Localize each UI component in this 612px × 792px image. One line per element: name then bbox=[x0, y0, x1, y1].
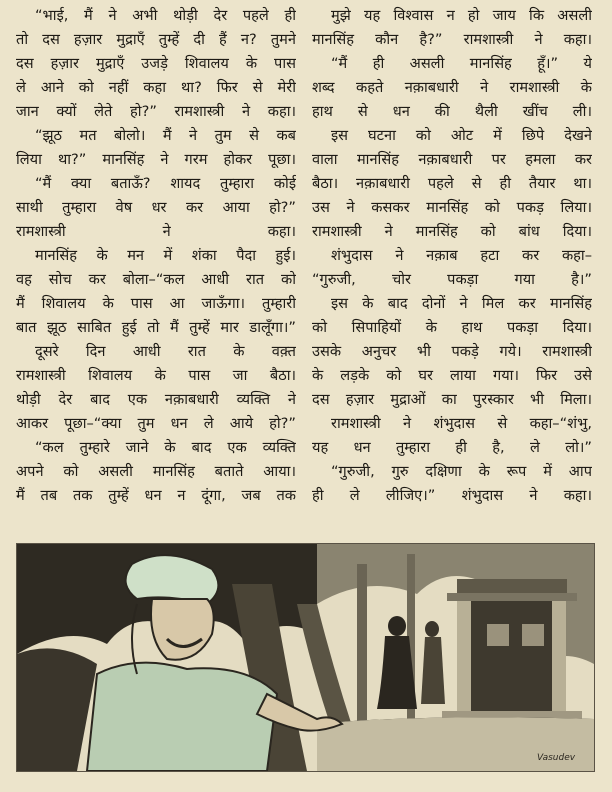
paragraph bbox=[312, 4, 592, 52]
text-line: तो दस हज़ार मुद्राएँ तुम्हें दी हैं न? तुमने bbox=[16, 31, 296, 48]
text-line: आकर पूछा–“क्या तुम धन ले आये हो?” bbox=[16, 415, 296, 432]
right-column bbox=[312, 4, 592, 508]
story-illustration bbox=[16, 543, 595, 772]
left-column bbox=[16, 4, 296, 508]
text-line: मैं तब तक तुम्हें धन न दूंगा, जब तक bbox=[16, 487, 296, 504]
illustration-drawing bbox=[17, 544, 594, 771]
text-line: रामशास्त्री शिवालय के पास जा बैठा। bbox=[16, 367, 296, 384]
paragraph bbox=[16, 172, 296, 244]
text-line: यह धन तुम्हारा ही है, ले लो।” bbox=[312, 439, 592, 456]
text-line: दस हज़ार मुद्राएँ उजड़े शिवालय के पास bbox=[16, 55, 296, 72]
text-line: “भाई, मैं ने अभी थोड़ी देर पहले ही bbox=[34, 7, 296, 24]
text-line: वाला मानसिंह नक़ाबधारी पर हमला कर bbox=[312, 151, 592, 168]
text-line: हाथ से धन की थैली खींच ली। bbox=[312, 103, 592, 120]
text-line: रामशास्त्री ने कहा। bbox=[16, 223, 296, 240]
text-line: वह सोच कर बोला–“कल आधी रात को bbox=[16, 271, 296, 288]
text-line: उस ने कसकर मानसिंह को पकड़ लिया। bbox=[312, 199, 592, 216]
text-line: ले आने को नहीं कहा था? फिर से मेरी bbox=[16, 79, 296, 96]
text-line: रामशास्त्री ने शंभुदास से कहा–“शंभु, bbox=[330, 415, 592, 432]
temple-drawing bbox=[442, 579, 582, 723]
paragraph bbox=[312, 292, 592, 412]
paragraph bbox=[312, 124, 592, 244]
text-line: मैं शिवालय के पास आ जाऊँगा। तुम्हारी bbox=[16, 295, 296, 312]
text-line: “झूठ मत बोलो। मैं ने तुम से कब bbox=[34, 127, 296, 144]
text-line: लिया था?” मानसिंह ने गरम होकर पूछा। bbox=[16, 151, 296, 168]
text-line: साथी तुम्हारा वेष धर कर आया हो?” bbox=[16, 199, 296, 216]
text-line: दूसरे दिन आधी रात के वक़्त bbox=[34, 343, 296, 360]
text-line: इस घटना को ओट में छिपे देखने bbox=[330, 127, 592, 144]
text-line: “गुरुजी, चोर पकड़ा गया है।” bbox=[312, 271, 592, 288]
paragraph bbox=[312, 52, 592, 124]
text-line: “गुरुजी, गुरु दक्षिणा के रूप में आप bbox=[330, 463, 592, 480]
text-line: के लड़के को घर लाया गया। फिर उसे bbox=[312, 367, 592, 384]
text-line: अपने को असली मानसिंह बताते आया। bbox=[16, 463, 296, 480]
paragraph bbox=[312, 460, 592, 508]
text-line: शंभुदास ने नक़ाब हटा कर कहा– bbox=[330, 247, 592, 264]
paragraph bbox=[312, 412, 592, 460]
paragraph bbox=[16, 4, 296, 124]
text-line: मानसिंह कौन है?” रामशास्त्री ने कहा। bbox=[312, 31, 592, 48]
paragraph bbox=[16, 340, 296, 436]
text-line: दस हज़ार मुद्राओं का पुरस्कार भी मिला। bbox=[312, 391, 592, 408]
text-line: थोड़ी देर बाद एक नक़ाबधारी व्यक्ति ने bbox=[16, 391, 296, 408]
text-line: ही ले लीजिए।” शंभुदास ने कहा। bbox=[312, 487, 592, 504]
text-line: उसके अनुचर भी पकड़े गये। रामशास्त्री bbox=[312, 343, 592, 360]
paragraph bbox=[16, 436, 296, 508]
text-line: बैठा। नक़ाबधारी पहले से ही तैयार था। bbox=[312, 175, 592, 192]
text-line: “कल तुम्हारे जाने के बाद एक व्यक्ति bbox=[34, 439, 296, 456]
text-line: मुझे यह विश्वास न हो जाय कि असली bbox=[330, 7, 592, 24]
paragraph bbox=[16, 124, 296, 172]
paragraph bbox=[312, 244, 592, 292]
text-line: जान क्यों लेते हो?” रामशास्त्री ने कहा। bbox=[16, 103, 296, 120]
text-line: “मैं क्या बताऊँ? शायद तुम्हारा कोई bbox=[34, 175, 296, 192]
text-line: शब्द कहते नक़ाबधारी ने रामशास्त्री के bbox=[312, 79, 592, 96]
text-line: बात झूठ साबित हुई तो मैं तुम्हें मार डालूँगा।” bbox=[16, 319, 296, 336]
text-line: इस के बाद दोनों ने मिल कर मानसिंह bbox=[330, 295, 592, 312]
text-line: मानसिंह के मन में शंका पैदा हुई। bbox=[34, 247, 296, 264]
text-line: रामशास्त्री ने मानसिंह को बांध दिया। bbox=[312, 223, 592, 240]
paragraph bbox=[16, 244, 296, 340]
artist-signature: Vasudev bbox=[537, 753, 576, 763]
text-line: को सिपाहियों के हाथ पकड़ा दिया। bbox=[312, 319, 592, 336]
text-line: “मैं ही असली मानसिंह हूँ।” ये bbox=[330, 55, 592, 72]
